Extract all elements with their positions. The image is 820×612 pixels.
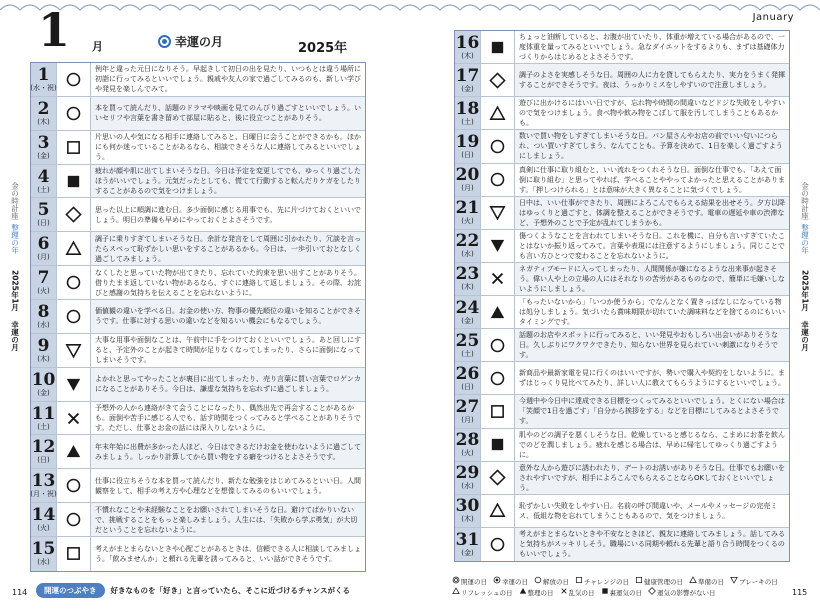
page-number-right: 115 <box>792 588 808 597</box>
scalloped-border <box>0 0 820 22</box>
day-date <box>455 296 481 328</box>
triangle-down-filled-icon <box>57 368 91 401</box>
day-row <box>455 528 789 561</box>
day-row <box>455 495 789 528</box>
legend-label: ブレーキの日 <box>738 577 778 586</box>
legend-label: チャレンジの日 <box>584 577 629 586</box>
day-number: 12 <box>31 437 56 458</box>
triangle-filled-icon <box>519 587 527 597</box>
day-fortune-text: 大事な用事や面倒なことは、午前中に手をつけておくといいでしょう。あと回しにすると、予定外のことが起きて時間が足りなくなってしまったり、さらに面倒になってしまいそうです。 <box>95 336 361 365</box>
square-filled-icon <box>481 31 515 63</box>
circle-icon <box>57 300 91 333</box>
day-number: 18 <box>455 98 480 119</box>
day-row <box>455 197 789 230</box>
day-row <box>455 462 789 495</box>
day-row <box>31 334 365 368</box>
day-date <box>31 198 57 231</box>
day-fortune-text: 本を買って読んだり、話題のドラマや映画を見てのんびり過ごすといいでしょう。いいセリフや言葉を書き留めて部屋に貼ると、後に役立つことがありそう。 <box>91 97 365 130</box>
circle-icon <box>57 503 91 536</box>
day-fortune-text: 「もったいないから」「いつか使うから」でなんとなく置きっぱなしになっている物は処分しましょう。気づいたら賞味期限が切れていた調味料などを捨てるのにもいいタイミングです。 <box>519 298 785 327</box>
day-date <box>31 435 57 468</box>
triangle-down-icon <box>730 576 738 586</box>
day-row <box>455 64 789 97</box>
day-fortune-text: 考えがまとまらないときや不安なときほど、親友に連絡してみましょう。話してみると気持ちがスッキリしそう。職場にいる同期や頼れる先輩と語り合う時間をつくるのもいいでしょう。 <box>515 528 789 561</box>
circle-icon <box>481 164 515 196</box>
circle-icon <box>481 528 515 561</box>
day-number: 27 <box>455 396 480 417</box>
square-filled-icon <box>601 587 609 597</box>
day-weekday: (木) <box>461 283 474 292</box>
day-date <box>31 232 57 265</box>
day-fortune-text: 話題のお店やスポットに行ってみると、いい発見やおもしろい出会いがありそうな日。久しぶりにワクワクできたり、知らない世界を見られていい刺激になりそうです。 <box>515 329 789 361</box>
circle-icon <box>57 469 91 502</box>
day-date <box>31 537 57 571</box>
day-row <box>455 362 789 395</box>
double-circle-icon <box>158 35 171 48</box>
day-fortune-text: 仕事に役立ちそうな本を買って読んだり、新たな勉強をはじめてみるといい日。人間観察をして、相手の考え方や心理などを想像してみるのもいいでしょう。 <box>95 476 361 495</box>
day-number: 31 <box>455 529 480 550</box>
square-icon <box>575 576 583 586</box>
day-date <box>31 469 57 502</box>
day-number: 3 <box>37 132 50 153</box>
day-date <box>455 97 481 129</box>
cross-icon <box>57 402 91 435</box>
day-number: 19 <box>455 131 480 152</box>
day-weekday: (月) <box>37 253 50 262</box>
day-row <box>31 131 365 165</box>
day-fortune-text: 日中は、いい仕事ができたり、周囲によろこんでもらえる結果を出せそう。夕方以降はゆっくりと過ごすと、体調を整えることができそうです。電車の遅延や車の渋滞など、予想外のことで予定が乱れてしまうかも。 <box>515 197 789 229</box>
day-date <box>31 402 57 435</box>
day-date <box>31 300 57 333</box>
day-date <box>455 429 481 461</box>
day-row <box>455 97 789 130</box>
day-number: 29 <box>455 463 480 484</box>
day-fortune-text: なくしたと思っていた物が出てきたり、忘れていた約束を思い出すことがありそう。借りたまま返していない物があるなら、すぐに連絡して返しましょう。その際、お詫びと感謝の気持ちを伝えることを忘れないように。 <box>95 268 361 297</box>
day-fortune-text: 調子のよさを実感しそうな日。周囲の人に力を貸してもらえたり、実力をうまく発揮することができそうです。夜は、うっかりミスをしやすいので注意しましょう。 <box>515 64 789 96</box>
legend-item <box>560 587 595 597</box>
year-label: 2025年 <box>298 41 348 56</box>
square-filled-icon <box>481 429 515 461</box>
day-fortune-text: 例年と違った元日になりそう。早起きして初日の出を見たり、いつもとは違う場所に初詣に行ってみるといいでしょう。親戚や友人の家で過ごしてみるのも、新しい学びや発見を楽しんでみて。 <box>95 65 361 94</box>
circle-icon <box>481 362 515 394</box>
day-date <box>455 263 481 295</box>
day-weekday: (土) <box>37 422 50 431</box>
day-weekday: (土) <box>37 185 50 194</box>
day-date <box>455 329 481 361</box>
legend-label: 整理の日 <box>527 588 554 597</box>
diamond-outline-icon <box>648 587 656 597</box>
day-date <box>31 368 57 401</box>
legend-label: 健康管理の日 <box>643 577 683 586</box>
triangle-down-filled-icon <box>481 230 515 262</box>
day-weekday: (金) <box>37 151 50 160</box>
day-number: 9 <box>37 335 50 356</box>
day-number: 21 <box>455 198 480 219</box>
legend-label: 幸運の日 <box>502 577 528 586</box>
calendar-table-left <box>30 62 366 572</box>
day-row <box>31 503 365 537</box>
day-date <box>31 503 57 536</box>
day-fortune-text: 不慣れなことや未経験なことをお願いされてしまいそうな日。避けてばかりいないで、挑戦することをもっと楽しみましょう。人生には、「失敗から学ぶ勇気」が大切だということを忘れないように。 <box>91 503 365 536</box>
day-weekday: (火) <box>461 217 474 226</box>
cross-icon <box>481 263 515 295</box>
day-weekday: (月・祝) <box>30 490 57 499</box>
triangle-icon <box>689 576 697 586</box>
triangle-filled-icon <box>57 435 91 468</box>
day-date <box>31 97 57 130</box>
day-weekday: (火) <box>37 524 50 533</box>
legend-label: リフレッシュの日 <box>461 588 513 597</box>
legend-item <box>635 576 683 586</box>
day-row <box>31 368 365 402</box>
day-row <box>455 31 789 64</box>
day-date <box>31 334 57 367</box>
circle-icon <box>481 329 515 361</box>
day-number: 26 <box>455 363 480 384</box>
day-fortune-text: 傷つくようなことを言われてしまいそうな日。これを機に、自分も言いすぎていたことはないか振り返ってみて。言葉や表現には注意するようにしましょう。同じことでも言い方ひとつで変わることを忘れないように。 <box>519 231 785 260</box>
day-fortune-text: 恥ずかしい失敗をしやすい日。名前の呼び間違いや、メールやメッセージの完売ミス、低組な物を忘れてしまうこともあるので、気をつけましょう。 <box>519 501 778 520</box>
tip-badge: 開運のつぶやき <box>36 583 105 598</box>
day-weekday: (火) <box>461 449 474 458</box>
english-month: January <box>752 12 794 23</box>
day-number: 22 <box>455 231 480 252</box>
day-fortune-text: 考えがまとまらないときや心配ごとがあるときは、信頼できる人に相談してみましょう。「飲みませんか」と頼れる先輩を誘ってみると、いい話ができそうです。 <box>95 544 361 563</box>
day-weekday: (水・祝) <box>30 83 57 92</box>
day-weekday: (火) <box>37 287 50 296</box>
triangle-outline-icon <box>452 587 460 597</box>
day-date <box>31 266 57 299</box>
day-number: 20 <box>455 165 480 186</box>
triangle-icon <box>481 495 515 527</box>
day-date <box>455 31 481 63</box>
double-circle-outline-icon <box>452 576 460 586</box>
circle-icon <box>57 97 91 130</box>
side-label-left: 金の時計座 整理の年 2025年1月 幸運の月 <box>10 182 20 351</box>
legend-item <box>534 576 569 586</box>
legend-item <box>689 576 724 586</box>
day-date <box>455 130 481 162</box>
day-weekday: (日) <box>37 456 50 465</box>
day-row <box>455 429 789 462</box>
day-row <box>31 198 365 232</box>
triangle-icon <box>57 232 91 265</box>
day-weekday: (金) <box>37 388 50 397</box>
day-number: 7 <box>37 268 50 289</box>
day-fortune-text: 肌やのどの調子を悪くしそうな日。乾燥していると感じるなら、こまめにお茶を飲んでのどを潤しましょう。疲れを感じる場合は、早めに帰宅してゆっくり過ごすように。 <box>519 430 785 459</box>
day-date <box>31 165 57 198</box>
day-weekday: (金) <box>461 548 474 557</box>
day-row <box>31 300 365 334</box>
day-row <box>455 395 789 428</box>
day-weekday: (月) <box>461 415 474 424</box>
day-fortune-text: 遊びに出かけるにはいい日ですが、忘れ物や時間の間違いなどドジな失敗をしやすいので気をつけましょう。食べ物や飲み物をこぼして服を汚してしまうこともあるかも。 <box>519 99 785 128</box>
legend-item <box>452 576 487 586</box>
day-weekday: (木) <box>461 515 474 524</box>
day-fortune-text: 調子に乗りすぎてしまいそうな日。余計な発言をして周囲に引かれたり、冗談を言ったらスベって恥ずかしい思いをすることがあるかも。今日は、一歩引いておとなしく過ごしてみましょう。 <box>91 232 365 265</box>
day-weekday: (日) <box>461 382 474 391</box>
day-date <box>455 197 481 229</box>
day-fortune-text: 意外な人から遊びに誘われたり、デートのお誘いがありそうな日。仕事でもお願いをされやすいですが、相手によろこんでもらえることならOKしておくといいでしょう。 <box>515 462 789 494</box>
day-number: 17 <box>455 65 480 86</box>
legend-label: 開運の日 <box>461 577 487 586</box>
day-row <box>31 469 365 503</box>
square-filled-icon <box>57 165 91 198</box>
day-fortune-text: 真剣に仕事に取り組むと、いい流れをつくれそうな日。面倒な仕事でも、「あえて面倒に取り組む」と思ってやれば、学べることややってよかったと思えることがあります。「押しつけられる」とは意味が大きく異なることに気づくでしょう。 <box>519 165 785 194</box>
day-row <box>31 97 365 131</box>
double-circle-icon <box>493 576 501 586</box>
day-fortune-text: 今週中や今日中に達成できる目標をつくってみるといいでしょう。とくにない場合は「笑顔で1日を過ごす」「自分から挨拶をする」などを目標にしてみるとよさそうです。 <box>515 395 789 427</box>
day-fortune-text: 片思いの人や気になる相手に連絡してみると、日曜日に会うことができるかも。ほかにも何か迷っていることがあるなら、相談できそうな人に連絡してみるといいでしょう。 <box>95 133 361 162</box>
day-number: 23 <box>455 264 480 285</box>
day-row <box>31 232 365 266</box>
day-fortune-text: 数いで買い物をしすぎてしまいそうな日。パン屋さんやお店の前でいい匂いにつられ、つい買いすぎてしまう、なんてことも。予算を決めて、1日を楽しく過ごすようにしましょう。 <box>515 130 789 162</box>
day-weekday: (木) <box>37 354 50 363</box>
day-row <box>31 537 365 571</box>
day-number: 1 <box>37 64 50 85</box>
day-row <box>455 329 789 362</box>
day-weekday: (月) <box>461 184 474 193</box>
symbol-legend <box>452 576 788 597</box>
day-fortune-text: ちょっと油断していると、お腹が出ていたり、体重が増えている場合があるので、一度体重を量ってみるといいでしょう。急なダイエットをするよりも、まずは基礎体力づくりからはじめるとよさそうです。 <box>519 33 785 62</box>
cross-icon <box>560 587 568 597</box>
day-weekday: (日) <box>37 219 50 228</box>
day-fortune-text: 思った以上に順調に進む日。多少面倒に感じる用事でも、先に片づけておくといいでしょう。明日の準備も早めにやっておくとよさそうです。 <box>95 205 361 224</box>
day-date <box>31 131 57 164</box>
day-row <box>455 230 789 263</box>
legend-item <box>648 587 716 597</box>
day-weekday: (日) <box>461 150 474 159</box>
legend-label: 準備の日 <box>697 577 724 586</box>
month-title-text: 幸運の月 <box>175 35 224 49</box>
day-date <box>455 230 481 262</box>
circle-icon <box>57 266 91 299</box>
legend-item <box>519 587 554 597</box>
legend-item <box>730 576 778 586</box>
day-number: 10 <box>31 369 56 390</box>
circle-icon <box>481 130 515 162</box>
day-number: 5 <box>37 200 50 221</box>
day-fortune-text: ネガティブモードに入ってしまったり、人間関係が嫌になるような出来事が起きそう。偉い人や上の立場の人にはそれなりの苦労があるものなので、簡単に毛嫌いしないようにしましょう。 <box>515 263 789 295</box>
square-outline-icon <box>635 576 643 586</box>
day-number: 11 <box>31 403 56 424</box>
day-row <box>455 296 789 329</box>
day-weekday: (水) <box>37 320 50 329</box>
day-date <box>455 164 481 196</box>
diamond-icon <box>57 198 91 231</box>
day-row <box>455 164 789 197</box>
day-row <box>455 263 789 296</box>
day-number: 6 <box>37 234 50 255</box>
legend-label: 運気の影響がない日 <box>657 588 716 597</box>
day-row <box>31 165 365 199</box>
circle-icon <box>534 576 542 586</box>
day-fortune-text: 疲れが顔や肌に出てしまいそうな日。今日は予定を変更してでも、ゆっくり過ごしたほうがいいでしょう。元気だったとしても、慌てて行動すると転んだりケガをしたりすることがあるので気をつけましょう。 <box>91 165 365 198</box>
square-icon <box>57 537 91 571</box>
square-icon <box>481 395 515 427</box>
day-date <box>455 528 481 561</box>
day-number: 24 <box>455 297 480 318</box>
day-number: 14 <box>31 505 56 526</box>
circle-icon <box>57 63 91 96</box>
tip-text: 好きなものを「好き」と言っていたら、そこに近づけるチャンスがくる <box>110 586 351 595</box>
month-title <box>158 33 223 50</box>
day-weekday: (木) <box>37 117 50 126</box>
footer-tip <box>36 583 350 598</box>
day-number: 16 <box>455 32 480 53</box>
legend-label: 解放の日 <box>543 577 569 586</box>
triangle-down-icon <box>57 334 91 367</box>
day-fortune-text: よかれと思ってやったことが裏目に出てしまったり、売り言葉に買い言葉でロゲンカになることがありそう。今日は、謙虚な気持ちを忘れずに過ごしましょう。 <box>91 368 365 401</box>
calendar-table-right <box>454 30 790 562</box>
day-fortune-text: 予想外の人から連絡がきて会うことになったり、偶然出先で再会することがあるかも。面倒や苦手に感じる人でも、話す時間をつくってみると学べることがありそうです。ただし、仕事とお金の話には深入りしないように。 <box>95 404 361 433</box>
day-fortune-text: 新商品や最新家電を見に行くのはいいですが、勢いで購入や契約をしないように。まずはじっくり見比べてみたり、詳しい人に教えてもらうようにするといいでしょう。 <box>519 369 785 388</box>
day-weekday: (水) <box>461 482 474 491</box>
day-number: 2 <box>37 98 50 119</box>
side-label-right: 金の時計座 整理の年 2025年1月 幸運の月 <box>800 182 810 351</box>
page-number-left: 114 <box>12 588 28 597</box>
day-date <box>455 462 481 494</box>
month-number: 1 <box>38 3 71 57</box>
day-date <box>455 64 481 96</box>
day-row <box>31 63 365 97</box>
day-number: 13 <box>31 471 56 492</box>
day-weekday: (木) <box>461 51 474 60</box>
day-date <box>31 63 57 96</box>
day-date <box>455 362 481 394</box>
month-unit: 月 <box>92 40 103 53</box>
legend-item <box>575 576 629 586</box>
legend-label: 乱気の日 <box>568 588 595 597</box>
diamond-icon <box>481 64 515 96</box>
triangle-filled-icon <box>481 296 515 328</box>
day-number: 8 <box>37 301 50 322</box>
day-number: 15 <box>31 539 56 560</box>
day-row <box>31 266 365 300</box>
triangle-down-icon <box>481 197 515 229</box>
legend-item <box>493 576 528 586</box>
day-date <box>455 495 481 527</box>
day-weekday: (土) <box>461 117 474 126</box>
day-weekday: (水) <box>37 558 50 567</box>
triangle-icon <box>481 97 515 129</box>
legend-label: 裏運気の日 <box>609 588 643 597</box>
day-row <box>31 402 365 436</box>
day-number: 4 <box>37 166 50 187</box>
day-number: 25 <box>455 330 480 351</box>
day-number: 28 <box>455 430 480 451</box>
day-weekday: (水) <box>461 250 474 259</box>
legend-item <box>452 587 513 597</box>
diamond-icon <box>481 462 515 494</box>
day-date <box>455 395 481 427</box>
square-icon <box>57 131 91 164</box>
day-fortune-text: 価値観の違いを学べる日。お金の使い方、物事の優先順位の違いを知ることができそうです。仕事に対する思いの違いなどを知るいい機会にもなるでしょう。 <box>91 300 365 333</box>
day-row <box>31 435 365 469</box>
day-row <box>455 130 789 163</box>
day-weekday: (金) <box>461 84 474 93</box>
day-weekday: (土) <box>461 349 474 358</box>
day-number: 30 <box>455 496 480 517</box>
legend-item <box>601 587 643 597</box>
day-fortune-text: 年末年始に出費が多かった人ほど、今日はできるだけお金を使わないように過ごしてみましょう。しっかり計算してから買い物をする癖をつけるとよさそうです。 <box>91 435 365 468</box>
day-weekday: (金) <box>461 316 474 325</box>
